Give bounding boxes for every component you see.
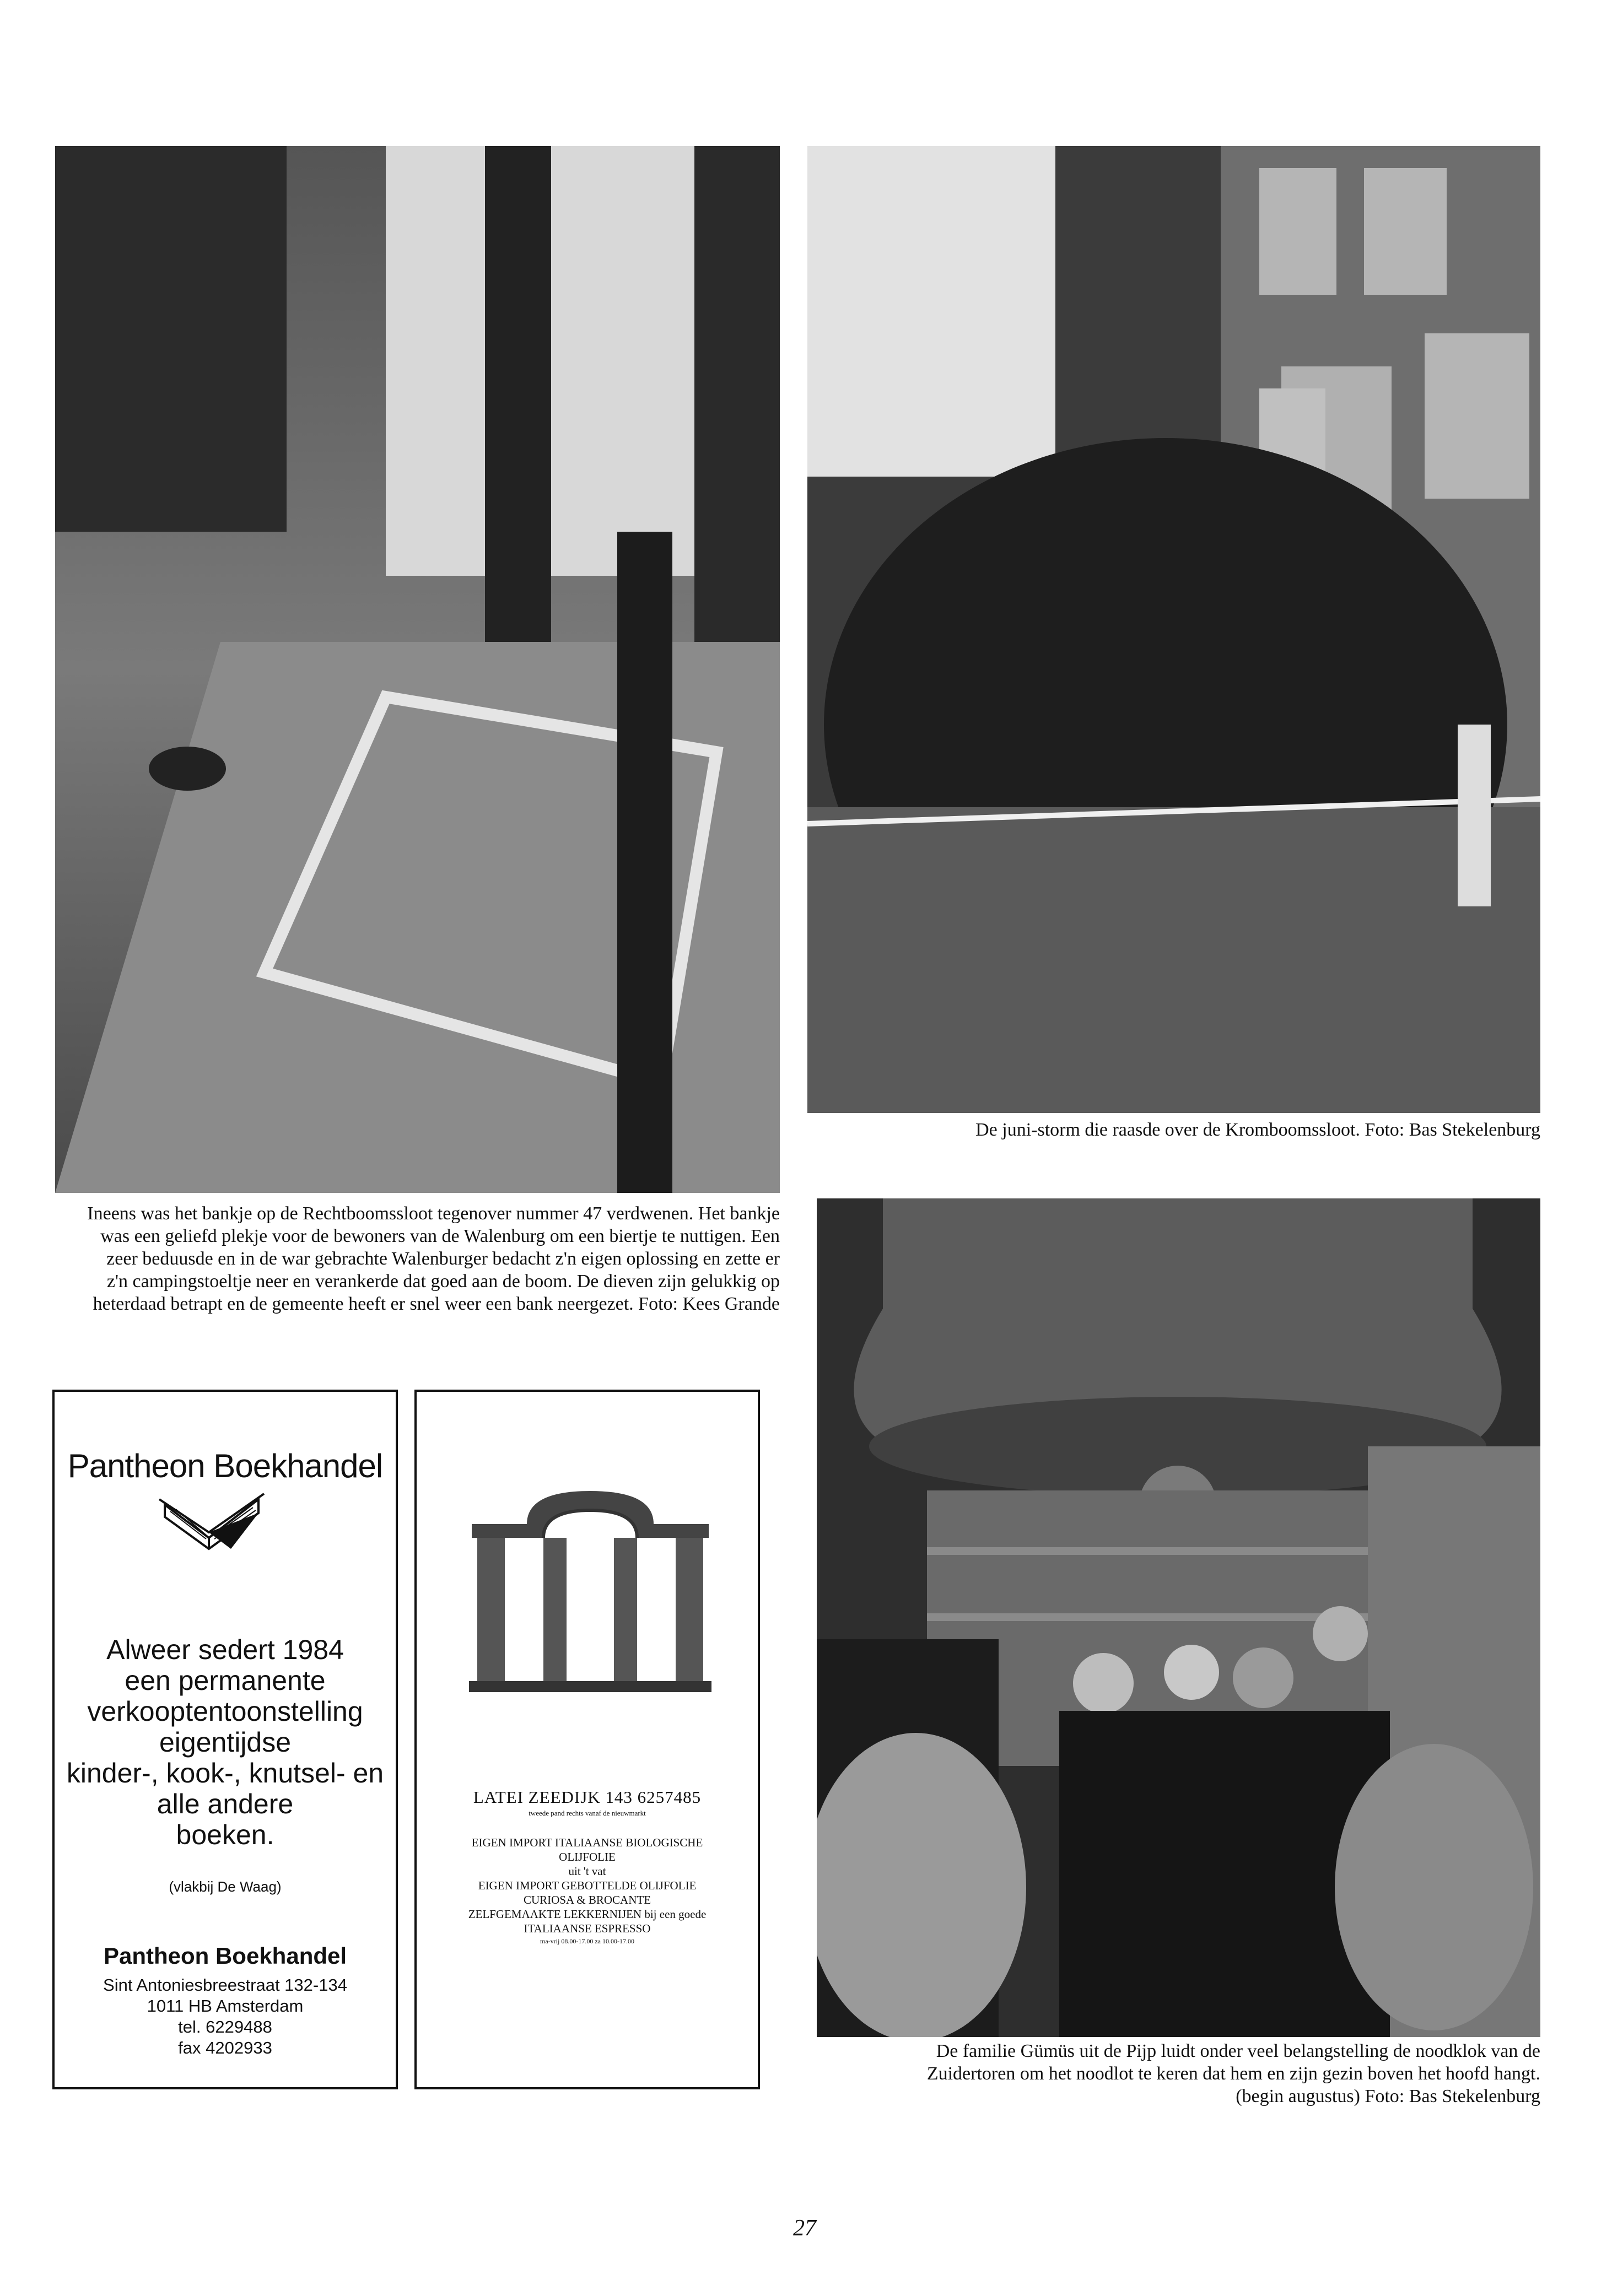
slogan-line: een permanente — [125, 1665, 326, 1696]
slogan-line: verkooptentoonstelling — [87, 1696, 363, 1727]
caption-bell — [807, 2040, 1540, 2108]
photo-storm-tree — [807, 146, 1540, 1113]
ad-opening-hours: ma-vrij 08.00-17.00 za 10.00-17.00 — [540, 1937, 634, 1945]
caption-storm: De juni-storm die raasde over de Kromboomssloot. Foto: Bas Stekelenburg — [975, 1120, 1540, 1140]
caption-line: (begin augustus) Foto: Bas Stekelenburg — [1236, 2086, 1540, 2106]
ad-latei-zeedijk — [414, 1390, 760, 2089]
slogan-line: eigentijdse — [159, 1727, 292, 1758]
product-line: uit 't vat — [568, 1865, 606, 1878]
caption-line: Ineens was het bankje op de Rechtboomssloot tegenover nummer 47 verdwenen. Het bankje — [87, 1203, 780, 1224]
caption-line: Zuidertoren om het noodlot te keren dat hem en zijn gezin boven het hoofd hangt. — [926, 2063, 1540, 2084]
caption-line: heterdaad betrapt en de gemeente heeft er snel weer een bank neergezet. Foto: Kees Grande — [93, 1294, 780, 1314]
caption-line: zeer beduusde en in de war gebrachte Walenburger bedacht z'n eigen oplossing en zette er — [106, 1249, 780, 1269]
caption-line: was een geliefd plekje voor de bewoners van de Walenburg om een biertje te nuttigen. Een — [100, 1226, 780, 1246]
slogan-line: alle andere — [157, 1789, 294, 1819]
ad-address — [55, 1975, 396, 2059]
product-line: ITALIAANSE ESPRESSO — [524, 1922, 651, 1935]
address-line: tel. 6229488 — [178, 2017, 272, 2036]
photo-chair-by-canal — [55, 146, 780, 1193]
arch-columns-logo — [461, 1491, 720, 1695]
product-line: OLIJFOLIE — [559, 1850, 616, 1863]
open-book-icon — [154, 1483, 269, 1552]
ad-shop-name: Pantheon Boekhandel — [103, 1943, 347, 1969]
ad-headline: LATEI ZEEDIJK 143 6257485 — [473, 1787, 702, 1807]
ad-subline: tweede pand rechts vanaf de nieuwmarkt — [529, 1809, 646, 1817]
ad-logo-text: Pantheon Boekhandel — [67, 1447, 383, 1484]
product-line: CURIOSA & BROCANTE — [523, 1893, 651, 1906]
address-line: fax 4202933 — [178, 2038, 272, 2057]
caption-line: De familie Gümüs uit de Pijp luidt onder veel belangstelling de noodklok van de — [936, 2041, 1540, 2061]
product-line: EIGEN IMPORT ITALIAANSE BIOLOGISCHE — [471, 1836, 703, 1849]
ad-slogan — [55, 1634, 396, 1850]
slogan-line: Alweer sedert 1984 — [106, 1634, 344, 1665]
product-line: ZELFGEMAAKTE LEKKERNIJEN bij een goede — [468, 1908, 707, 1921]
ad-product-list — [417, 1835, 758, 1936]
photo-bell-ringing — [817, 1198, 1540, 2037]
ad-pantheon-boekhandel — [52, 1390, 398, 2089]
caption-line: z'n campingstoeltje neer en verankerde dat goed aan de boom. De dieven zijn gelukkig op — [106, 1271, 780, 1292]
address-line: 1011 HB Amsterdam — [147, 1996, 304, 2016]
address-line: Sint Antoniesbreestraat 132-134 — [103, 1975, 347, 1995]
ad-location-note: (vlakbij De Waag) — [169, 1878, 282, 1895]
caption-chair — [55, 1202, 780, 1315]
slogan-line: boeken. — [176, 1819, 274, 1850]
product-line: EIGEN IMPORT GEBOTTELDE OLIJFOLIE — [478, 1879, 697, 1892]
page-number: 27 — [793, 2216, 816, 2241]
slogan-line: kinder-, kook-, knutsel- en — [66, 1758, 384, 1789]
